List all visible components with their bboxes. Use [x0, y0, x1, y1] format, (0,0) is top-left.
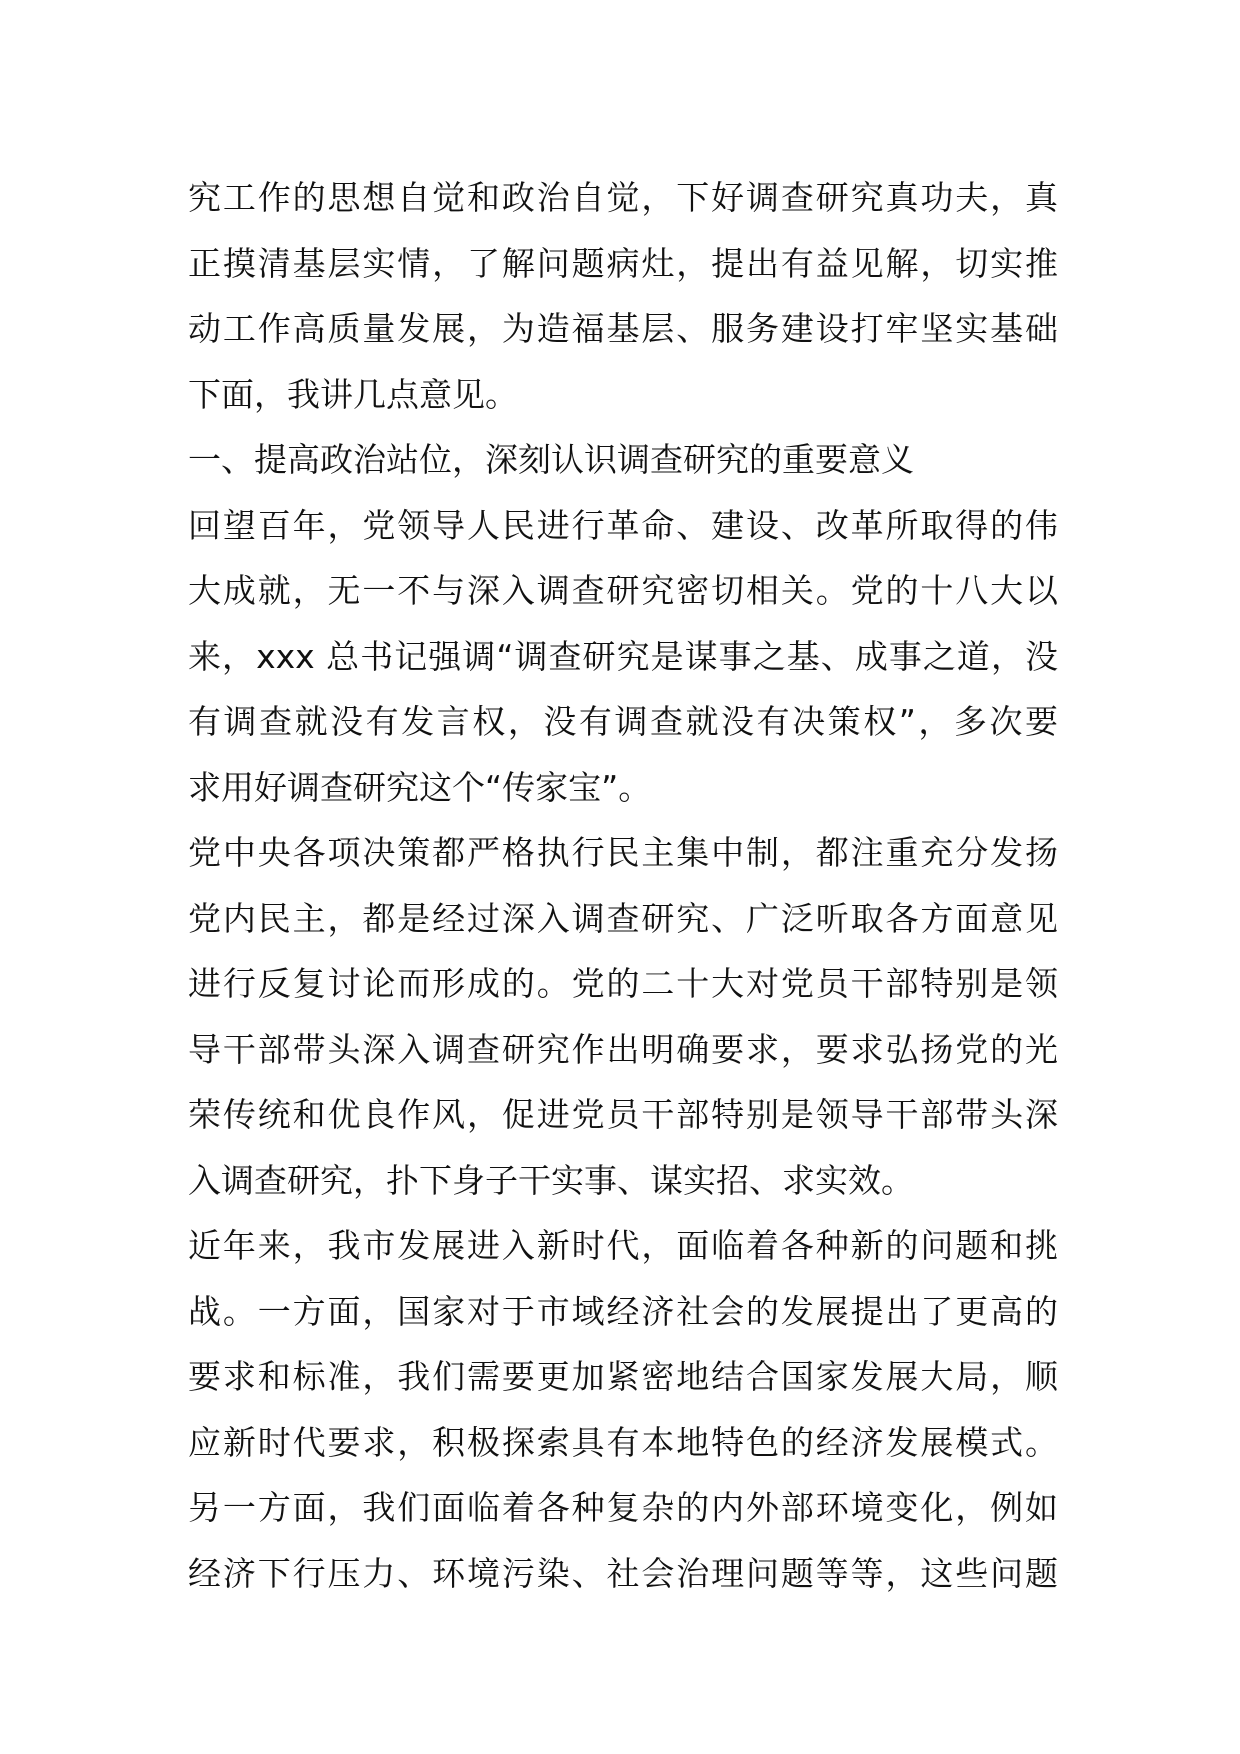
- paragraph: [188, 362, 1058, 428]
- text-line: 下面，我讲几点意见。: [188, 374, 518, 414]
- text-line: 大成就，无一不与深入调查研究密切相关。党的十八大以: [188, 571, 1058, 610]
- paragraph: [188, 1213, 1058, 1606]
- text-line: 党中央各项决策都严格执行民主集中制，都注重充分发扬: [188, 833, 1058, 872]
- text-line: 经济下行压力、环境污染、社会治理问题等等，这些问题: [188, 1553, 1058, 1593]
- text-line: 另一方面，我们面临着各种复杂的内外部环境变化，例如: [188, 1488, 1058, 1527]
- text-line: 要求和标准，我们需要更加紧密地结合国家发展大局，顺: [188, 1357, 1058, 1396]
- text-line: 正摸清基层实情，了解问题病灶，提出有益见解，切实推: [188, 243, 1058, 283]
- text-line: 有调查就没有发言权，没有调查就没有决策权”，多次要: [188, 702, 1058, 741]
- text-line: 求用好调查研究这个“传家宝”。: [188, 767, 652, 807]
- paragraph: [188, 493, 1058, 821]
- paragraph: [188, 820, 1058, 1213]
- text-line: 导干部带头深入调查研究作出明确要求，要求弘扬党的光: [188, 1029, 1058, 1069]
- heading-line: 一、提高政治站位，深刻认识调查研究的重要意义: [188, 440, 914, 479]
- body-text: [188, 165, 1058, 1606]
- text-line: 荣传统和优良作风，促进党员干部特别是领导干部带头深: [188, 1095, 1058, 1134]
- text-line: 近年来，我市发展进入新时代，面临着各种新的问题和挑: [188, 1226, 1058, 1265]
- section-heading: [188, 427, 1058, 493]
- text-line: 动工作高质量发展，为造福基层、服务建设打牢坚实基础: [188, 309, 1058, 348]
- text-line: 入调查研究，扑下身子干实事、谋实招、求实效。: [188, 1160, 914, 1200]
- paragraph: [188, 165, 1058, 362]
- text-line: 来，xxx 总书记强调“调查研究是谋事之基、成事之道，没: [188, 636, 1058, 676]
- text-line: 应新时代要求，积极探索具有本地特色的经济发展模式。: [188, 1422, 1058, 1462]
- text-line: 党内民主，都是经过深入调查研究、广泛听取各方面意见: [188, 898, 1058, 938]
- text-line: 回望百年，党领导人民进行革命、建设、改革所取得的伟: [188, 505, 1058, 545]
- text-line: 进行反复讨论而形成的。党的二十大对党员干部特别是领: [188, 964, 1058, 1003]
- text-line: 战。一方面，国家对于市域经济社会的发展提出了更高的: [188, 1291, 1058, 1331]
- text-line: 究工作的思想自觉和政治自觉，下好调查研究真功夫，真: [188, 178, 1058, 217]
